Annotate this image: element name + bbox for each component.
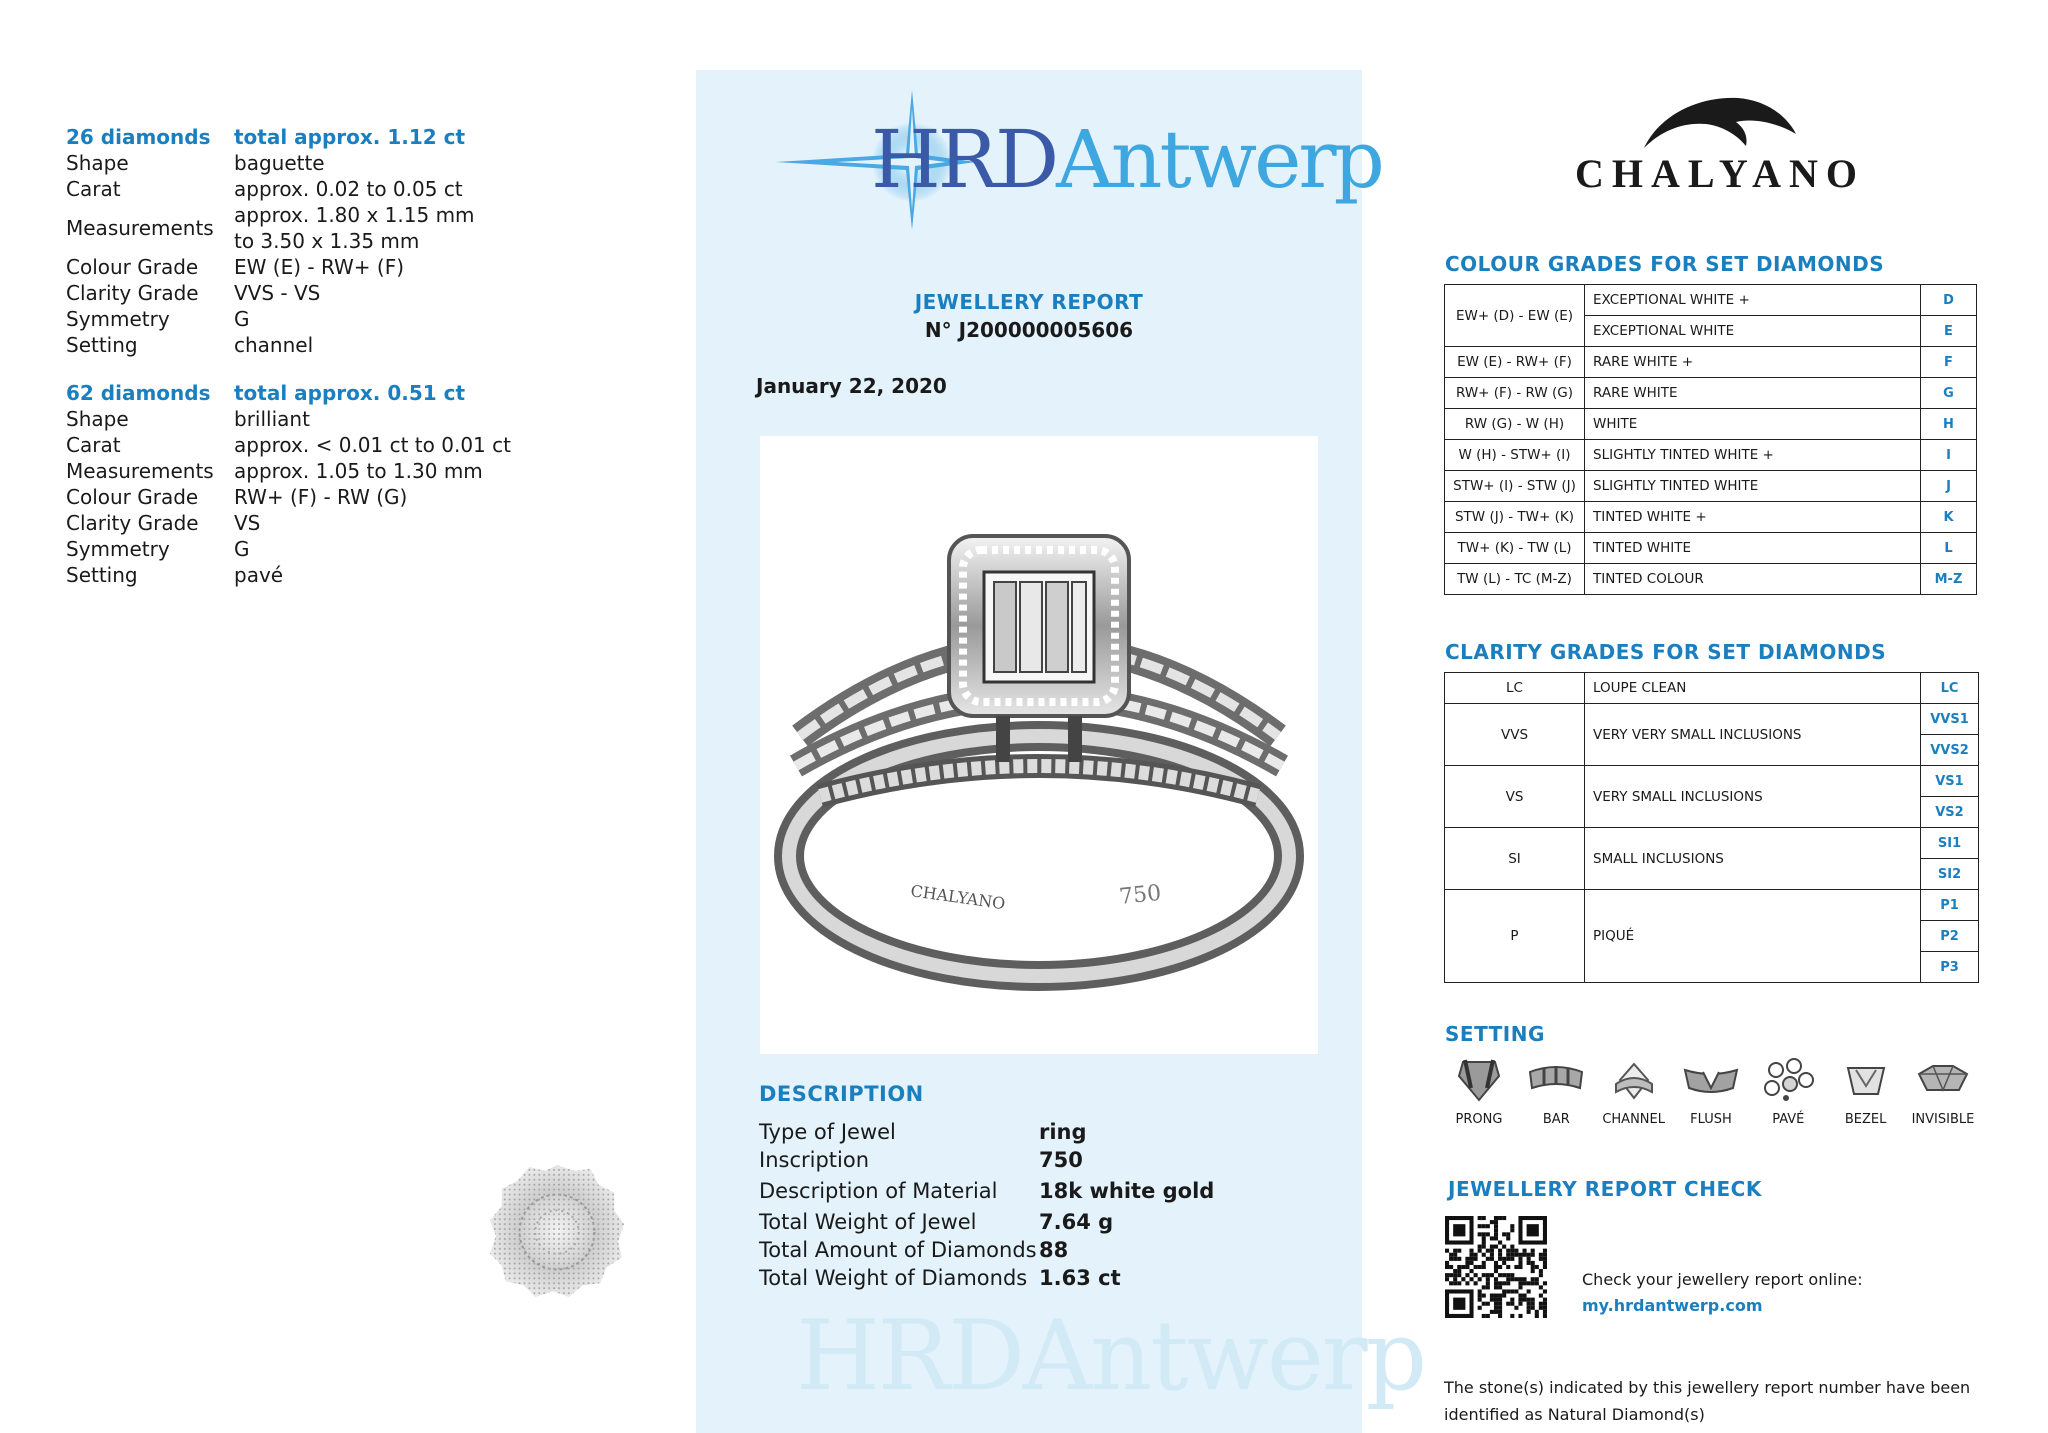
spec-value: RW+ (F) - RW (G)	[234, 485, 408, 509]
spec-value: approx. 1.05 to 1.30 mm	[234, 459, 483, 483]
qr-code-icon[interactable]	[1445, 1216, 1547, 1318]
colour-grade-name: TINTED WHITE	[1585, 533, 1921, 564]
clarity-code: SI2	[1921, 859, 1979, 890]
ring-engraving-brand: CHALYANO	[909, 881, 1007, 914]
colour-grade-row	[1445, 440, 1977, 471]
spec-label: Colour Grade	[66, 255, 199, 279]
spec-value: G	[234, 537, 250, 561]
clarity-abbr: VS	[1445, 766, 1585, 828]
colour-range: EW (E) - RW+ (F)	[1445, 347, 1585, 378]
colour-grade-row	[1445, 285, 1977, 316]
pave-setting-icon	[1760, 1058, 1816, 1102]
spec-value: VVS - VS	[234, 281, 321, 305]
colour-grade-code: H	[1921, 409, 1977, 440]
diamond-specifications	[66, 124, 626, 610]
spec-label: Clarity Grade	[66, 511, 199, 535]
report-number: N° J200000005606	[924, 318, 1134, 342]
colour-grade-name: RARE WHITE	[1585, 378, 1921, 409]
spec-label: Shape	[66, 151, 129, 175]
setting-types	[1444, 1058, 1978, 1127]
colour-grade-code: L	[1921, 533, 1977, 564]
colour-grade-row	[1445, 533, 1977, 564]
report-check-title: JEWELLERY REPORT CHECK	[1448, 1177, 1762, 1201]
clarity-abbr: VVS	[1445, 704, 1585, 766]
spec-value: baguette	[234, 151, 325, 175]
description-value: 88	[1039, 1238, 1069, 1262]
colour-grade-name: TINTED WHITE +	[1585, 502, 1921, 533]
description-label: Inscription	[759, 1148, 870, 1172]
spec-label: Symmetry	[66, 307, 170, 331]
group-head-count: 26 diamonds	[66, 125, 211, 149]
spec-value: channel	[234, 333, 314, 357]
description-label: Description of Material	[759, 1179, 998, 1203]
setting-label: BAR	[1542, 1112, 1570, 1127]
spec-value-continued: to 3.50 x 1.35 mm	[234, 229, 420, 253]
colour-grade-name: TINTED COLOUR	[1585, 564, 1921, 595]
spec-value: VS	[234, 511, 261, 535]
prong-setting-icon	[1451, 1058, 1507, 1102]
description-label: Total Amount of Diamonds	[759, 1238, 1037, 1262]
colour-grade-code: K	[1921, 502, 1977, 533]
description-label: Total Weight of Jewel	[759, 1210, 977, 1234]
setting-item-flush	[1676, 1058, 1746, 1127]
colour-grade-code: E	[1921, 316, 1977, 347]
description-label: Type of Jewel	[759, 1120, 896, 1144]
description-value: 1.63 ct	[1039, 1266, 1121, 1290]
setting-item-channel	[1599, 1058, 1669, 1127]
chalyano-logo	[1540, 94, 1900, 204]
colour-grade-name: EXCEPTIONAL WHITE +	[1585, 285, 1921, 316]
invisible-setting-icon	[1915, 1058, 1971, 1102]
diamond-group-baguette	[66, 124, 626, 358]
clarity-name: SMALL INCLUSIONS	[1585, 828, 1921, 890]
clarity-abbr: SI	[1445, 828, 1585, 890]
clarity-abbr: LC	[1445, 673, 1585, 704]
clarity-name: VERY SMALL INCLUSIONS	[1585, 766, 1921, 828]
colour-range: TW (L) - TC (M-Z)	[1445, 564, 1585, 595]
description-label: Total Weight of Diamonds	[759, 1266, 1028, 1290]
setting-item-invisible	[1908, 1058, 1978, 1127]
logo-part-antwerp: Antwerp	[1056, 113, 1382, 206]
spec-value: brilliant	[234, 407, 310, 431]
colour-grade-code: F	[1921, 347, 1977, 378]
clarity-code: VVS2	[1921, 735, 1979, 766]
clarity-code: P1	[1921, 890, 1979, 921]
spec-label: Clarity Grade	[66, 281, 199, 305]
colour-range: TW+ (K) - TW (L)	[1445, 533, 1585, 564]
clarity-code: SI1	[1921, 828, 1979, 859]
clarity-grade-row	[1445, 890, 1979, 921]
clarity-code: LC	[1921, 673, 1979, 704]
spec-value: approx. 1.80 x 1.15 mm	[234, 203, 475, 227]
setting-item-prong	[1444, 1058, 1514, 1127]
colour-grade-name: WHITE	[1585, 409, 1921, 440]
clarity-name: LOUPE CLEAN	[1585, 673, 1921, 704]
description-title: DESCRIPTION	[759, 1082, 924, 1106]
setting-title: SETTING	[1445, 1022, 1545, 1046]
colour-grade-row	[1445, 502, 1977, 533]
setting-item-pave	[1753, 1058, 1823, 1127]
clarity-grade-row	[1445, 828, 1979, 859]
description-value: 18k white gold	[1039, 1179, 1215, 1203]
logo-part-hrd: HRD	[871, 113, 1057, 206]
description-value: ring	[1039, 1120, 1087, 1144]
channel-setting-icon	[1606, 1058, 1662, 1102]
ring-photo	[760, 436, 1318, 1054]
clarity-code: VS1	[1921, 766, 1979, 797]
spec-value: pavé	[234, 563, 284, 587]
colour-grade-code: M-Z	[1921, 564, 1977, 595]
report-check-link[interactable]: my.hrdantwerp.com	[1582, 1296, 1763, 1315]
clarity-grade-row	[1445, 704, 1979, 735]
spec-label: Setting	[66, 563, 138, 587]
setting-label: BEZEL	[1844, 1112, 1887, 1127]
brand-name: CHALYANO	[1575, 151, 1865, 196]
spec-label: Colour Grade	[66, 485, 199, 509]
setting-label: FLUSH	[1690, 1112, 1732, 1127]
group-head-count: 62 diamonds	[66, 381, 211, 405]
setting-label: INVISIBLE	[1911, 1112, 1975, 1127]
colour-grade-code: I	[1921, 440, 1977, 471]
colour-grades-title: COLOUR GRADES FOR SET DIAMONDS	[1445, 252, 1885, 276]
clarity-grade-row	[1445, 673, 1979, 704]
spec-label: Shape	[66, 407, 129, 431]
spec-label: Setting	[66, 333, 138, 357]
diamond-group-brilliant	[66, 380, 626, 588]
report-panel	[696, 70, 1426, 1433]
clarity-code: P3	[1921, 952, 1979, 983]
colour-range: W (H) - STW+ (I)	[1445, 440, 1585, 471]
colour-range: STW+ (I) - STW (J)	[1445, 471, 1585, 502]
spec-label: Carat	[66, 433, 121, 457]
colour-grade-row	[1445, 564, 1977, 595]
colour-grade-name: RARE WHITE +	[1585, 347, 1921, 378]
colour-range: RW (G) - W (H)	[1445, 409, 1585, 440]
ring-engraving-hallmark: 750	[1118, 880, 1163, 910]
setting-label: PRONG	[1455, 1112, 1503, 1127]
bar-setting-icon	[1528, 1058, 1584, 1102]
colour-grade-name: EXCEPTIONAL WHITE	[1585, 316, 1921, 347]
report-title: JEWELLERY REPORT	[914, 290, 1144, 314]
clarity-code: VVS1	[1921, 704, 1979, 735]
setting-label: CHANNEL	[1602, 1112, 1665, 1127]
hologram-seal-icon	[488, 1163, 626, 1301]
spec-value: approx. 0.02 to 0.05 ct	[234, 177, 463, 201]
spec-label: Carat	[66, 177, 121, 201]
colour-grade-code: D	[1921, 285, 1977, 316]
colour-range: EW+ (D) - EW (E)	[1445, 285, 1585, 347]
setting-item-bezel	[1831, 1058, 1901, 1127]
group-head-total: total approx. 0.51 ct	[234, 381, 466, 405]
colour-grade-row	[1445, 409, 1977, 440]
spec-label: Measurements	[66, 459, 214, 483]
colour-grade-code: G	[1921, 378, 1977, 409]
colour-grade-code: J	[1921, 471, 1977, 502]
spec-label: Symmetry	[66, 537, 170, 561]
report-check-text: Check your jewellery report online:	[1582, 1270, 1863, 1289]
clarity-name: VERY VERY SMALL INCLUSIONS	[1585, 704, 1921, 766]
colour-grades-table	[1444, 284, 1977, 595]
clarity-name: PIQUÉ	[1585, 890, 1921, 983]
spec-value: EW (E) - RW+ (F)	[234, 255, 405, 279]
colour-range: RW+ (F) - RW (G)	[1445, 378, 1585, 409]
spec-label: Measurements	[66, 216, 214, 240]
setting-label: PAVÉ	[1772, 1112, 1805, 1127]
clarity-code: P2	[1921, 921, 1979, 952]
spec-value: G	[234, 307, 250, 331]
colour-grade-row	[1445, 378, 1977, 409]
hrd-antwerp-logo	[871, 113, 1382, 206]
flush-setting-icon	[1683, 1058, 1739, 1102]
group-head-total: total approx. 1.12 ct	[234, 125, 466, 149]
clarity-grades-table	[1444, 672, 1979, 983]
colour-grade-row	[1445, 471, 1977, 502]
clarity-grade-row	[1445, 766, 1979, 797]
colour-range: STW (J) - TW+ (K)	[1445, 502, 1585, 533]
watermark: HRDAntwerp	[796, 1300, 1426, 1412]
colour-grade-name: SLIGHTLY TINTED WHITE +	[1585, 440, 1921, 471]
description-list	[759, 1118, 1319, 1292]
bezel-setting-icon	[1838, 1058, 1894, 1102]
clarity-grades-title: CLARITY GRADES FOR SET DIAMONDS	[1445, 640, 1887, 664]
colour-grade-row	[1445, 347, 1977, 378]
spec-value: approx. < 0.01 ct to 0.01 ct	[234, 433, 511, 457]
report-date: January 22, 2020	[756, 374, 947, 398]
natural-diamond-note: The stone(s) indicated by this jewellery report number have been identified as Natural Diamond(s)	[1444, 1378, 1971, 1424]
clarity-abbr: P	[1445, 890, 1585, 983]
setting-item-bar	[1521, 1058, 1591, 1127]
chalyano-swoosh-icon	[1640, 94, 1800, 150]
clarity-code: VS2	[1921, 797, 1979, 828]
description-value: 7.64 g	[1039, 1210, 1114, 1234]
description-value: 750	[1039, 1148, 1083, 1172]
colour-grade-name: SLIGHTLY TINTED WHITE	[1585, 471, 1921, 502]
